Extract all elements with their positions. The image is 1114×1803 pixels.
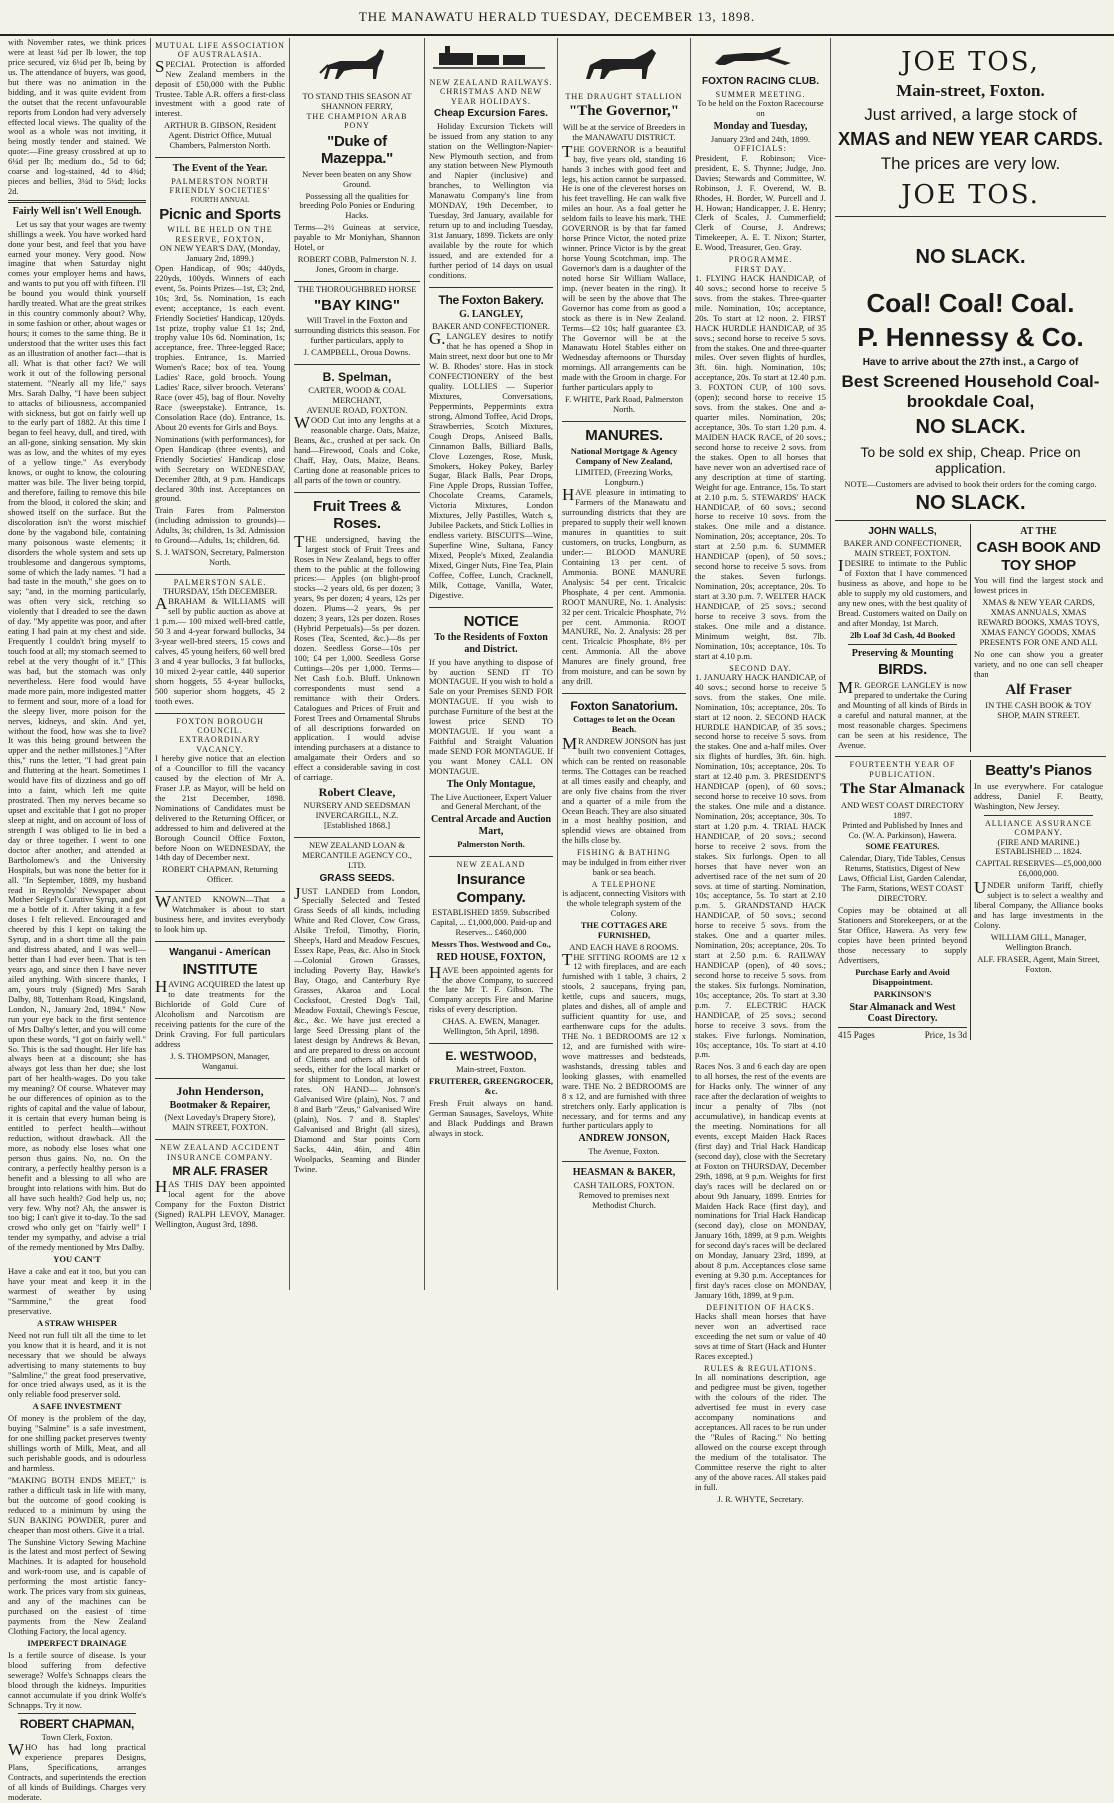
- institute-ad: [155, 942, 285, 1079]
- ad-subhead: TO STAND THIS SEASON AT SHANNON FERRY,: [302, 90, 412, 111]
- section-label: PROGRAMME.: [728, 255, 793, 265]
- ad-headline: JOE TOS.: [901, 180, 1040, 211]
- ad-text: Nominations (with performances), for Open Handicap (three events), and Friendly Societies' Handicap close with Secretary on WEDNESDAY, December 28th, at 9 p.m. Handicaps declared 30th inst. Acceptances on ground.: [155, 433, 285, 504]
- ad-headline: 2lb Loaf 3d Cash, 4d Booked: [850, 629, 955, 640]
- ad-subhead: January 23rd and 24th, 1899.: [710, 133, 811, 144]
- left-subcolumn: [835, 760, 971, 1040]
- column-6: [691, 38, 831, 1504]
- ad-subhead: IN THE CASH BOOK & TOY SHOP, MAIN STREET.: [985, 700, 1092, 721]
- ad-subhead: AVENUE ROAD, FOXTON.: [306, 405, 408, 416]
- ad-text: JUST LANDED from London, Specially Selected and Tested Grass Seeds of all kinds, including White and Red Clover, Cow Grass, Alsike Trefoil, Timothy, Fiorin, Sheep's, Hard and Meadow Fescues, Essex Rape, Peas, &c. Also in Stock—Colonial Grown Grasses, including Poverty Bay, Hawke's Bay, Otago, and Canterbury Rye Grasses, Akaroa and Local Cocksfoot, Crested Dog's Tail, Meadow Foxtail, Chewing's Fescue, &c., &c. We have just erected a large Seed Dressing plant of the latest design by Andrews & Bevan, and are prepared to dress on account of Clients and others all kinds of seeds, either for the local market or for shipment to London, at lowest rates. ON HAND— Johnson's Galvanised Wire (plain), Nos. 7 and 8 and Barb "Zeus," Galvanised Wire (plain), Nos. 7 and 8. Staples' Galvanised and Bright (all sizes), Diamond and Star points Corn Sacks, 44in, 46in, and 48in Woolpacks, Seaming and Binder Twine.: [294, 883, 420, 1174]
- ad-headline: National Mortgage & Agency Company of New Zealand,: [570, 445, 678, 466]
- westwood-ad: [429, 1044, 553, 1145]
- ad-headline: SOME FEATURES.: [865, 841, 940, 852]
- ad-headline: A SAFE INVESTMENT: [32, 1401, 122, 1412]
- divider: [18, 1713, 136, 1714]
- ad-subhead: CHRISTMAS AND NEW YEAR HOLIDAYS.: [440, 87, 542, 106]
- ad-text: Removed to premises next Methodist Church.: [578, 1189, 670, 1210]
- ad-headline: "Duke of Mazeppa.": [321, 132, 393, 168]
- ad-text: Have a cake and eat it too, but you can have your meat and keep it in the warmest of weather by using "Sarmmine," the great food preservative.: [8, 1266, 146, 1316]
- ad-headline: "BAY KING": [314, 296, 400, 314]
- ad-text: HAVING ACQUIRED the latest up to date treatments for the Bichloride of Gold Cure of Alcoholism and Narcotism are receiving patients for the cure of the Drink Craving. For full particulars address: [155, 977, 285, 1049]
- picnic-ad: [155, 158, 285, 575]
- ad-text: Terms—2½ Guineas at service, payable to Mr Moniyhan, Shannon Hotel, or: [294, 222, 420, 253]
- split-section-lower: [835, 757, 1106, 1044]
- column-4: [425, 38, 558, 1290]
- divider: [984, 815, 1093, 816]
- ad-text: If you have anything to dispose of by auction SEND IT TO MONTAGUE. If you wish to hold a Sale on your Premises SEND FOR MONTAGUE. If you wish to purchase Furniture of the best at the lowest price SEND TO MONTAGUE. If you want a Faithful and Straight Valuation made SEND FOR MONTAGUE. If you want Money CALL ON MONTAGUE.: [429, 656, 553, 776]
- ad-signature: J. CAMPBELL, Oroua Downs.: [303, 347, 411, 358]
- column-7: [831, 38, 1110, 1290]
- ad-text: Never been beaten on any Show Ground.: [302, 168, 412, 189]
- ad-headline: Alf Fraser: [1005, 681, 1072, 698]
- ad-headline: Star Almanack and West Coast Directory.: [849, 1001, 956, 1025]
- ad-subhead: THE DRAUGHT STALLION: [565, 91, 683, 101]
- sale-ad: [155, 575, 285, 714]
- ad-text: Have to arrive about the 27th inst., a Cargo of: [862, 356, 1079, 368]
- ad-headline: PARKINSON'S: [873, 988, 932, 999]
- ad-headline: John Henderson,: [176, 1083, 264, 1098]
- ad-text: The prices are very low.: [880, 154, 1061, 174]
- ad-text: (Next Loveday's Drapery Store), MAIN STREET, FOXTON.: [164, 1112, 276, 1133]
- ad-headline: INSTITUTE: [182, 960, 258, 978]
- ad-text: Just arrived, a large stock of: [864, 105, 1077, 125]
- ad-signature: S. J. WATSON, Secretary, Palmerston North.: [155, 547, 285, 568]
- ad-headline: NEW ZEALAND RAILWAYS.: [429, 77, 553, 87]
- ad-subhead: FISHING & BATHING: [577, 848, 671, 858]
- ad-headline: MUTUAL LIFE ASSOCIATION OF AUSTRALASIA.: [155, 41, 285, 60]
- ad-text: THE SITTING ROOMS are 12 x 12 with fireplaces, and are each furnished with 1 table, 3 chairs, 2 stools, 2 saucepans, frying pan, kettle, cups and saucers, mugs, plates and dishes, all of ample and sufficient quantity for use, and earthenware cups for the adults. THE No. 1 BEDROOMS are 12 x 12, and are furnished with wire-wove mattresses and bedsteads, washstands, dressing tables and looking glasses, with enamelled ware. THE No. 2 BEDROOMS are 8 x 12, and are furnished with three stretchers only. Early application is necessary, and for terms and any further particulars apply to: [562, 949, 686, 1131]
- ad-text: SPECIAL Protection is afforded New Zealand members in the deposit of £50,000 with the Public Trustee. Table A.R. offers a first-class investment with a good rate of interest.: [155, 56, 285, 119]
- ad-subhead: BAKER AND CONFECTIONER, MAIN STREET, FOXTON.: [843, 538, 962, 559]
- insurance-ad: [155, 1140, 285, 1235]
- ad-subhead: PALMERSTON NORTH FRIENDLY SOCIETIES': [169, 176, 271, 196]
- ad-text: is adjacent, connecting Visitors with the whole telegraph system of the Colony.: [562, 887, 686, 918]
- ad-signature: ROBERT COBB, Palmerston N. J. Jones, Groom in charge.: [297, 254, 417, 275]
- section-label: DEFINITION OF HACKS.: [706, 1302, 815, 1312]
- ad-headline: BIRDS.: [877, 661, 928, 679]
- ad-headline: Coal! Coal! Coal.: [866, 287, 1075, 318]
- page-count: 415 Pages: [838, 1029, 875, 1040]
- ad-text: WANTED KNOWN—That a Watchmaker is about to start business here, and invites everybody to look him up.: [155, 892, 285, 935]
- ad-subhead: FRUITERER, GREENGROCER, &c.: [429, 1076, 553, 1097]
- ad-text: HAS THIS DAY been appointed local agent for the above Company for the Foxton District (Signed) RALPH LEVOY, Manager. Wellington, August 3rd, 1898.: [155, 1177, 285, 1229]
- manures-ad: [562, 422, 686, 694]
- ad-text: Train Fares from Palmerston (including admission to grounds)—Adults, 3s; children, 1s 3d. Admission to Ground—Adults, 1s; children, 6d.: [155, 505, 285, 546]
- ad-subhead: Will be at the service of Breeders in the MANAWATU DISTRICT.: [562, 121, 686, 142]
- ad-signature: J. R. WHYTE, Secretary.: [717, 1493, 804, 1504]
- ad-headline: Picnic and Sports: [159, 205, 281, 223]
- divider: [8, 200, 146, 203]
- ad-subhead: AND WEST COAST DIRECTORY 1897.: [840, 799, 965, 820]
- ad-signature: J. S. THOMPSON, Manager, Wanganui.: [170, 1050, 270, 1071]
- ad-text: You will find the largest stock and lowest prices in: [974, 575, 1103, 596]
- ad-headline: NO SLACK.: [915, 416, 1026, 439]
- racing-club-ad: [695, 38, 826, 1511]
- joe-tos-ad: [835, 38, 1106, 217]
- ad-subhead: CASH TAILORS, FOXTON.: [573, 1179, 675, 1190]
- watchmaker-ad: [155, 892, 285, 942]
- ad-subhead: SUMMER MEETING.: [715, 89, 806, 99]
- henderson-ad: [155, 1079, 285, 1141]
- ad-subhead: WILL BE HELD ON THE RESERVE, FOXTON,: [167, 225, 273, 244]
- right-subcolumn: [971, 524, 1106, 753]
- ad-text: Copies may be obtained at all Stationers and Storekeepers, or at the Star Office, Hawera. As very few copies have been printed beyond those necessary to supply Advertisers,: [838, 905, 967, 965]
- ad-headline: MR ALF. FRASER: [172, 1163, 268, 1178]
- ad-text: NOTE—Customers are advised to book their orders for the coming cargo.: [844, 479, 1097, 490]
- ad-subhead: Town Clerk, Foxton.: [41, 1732, 113, 1743]
- fruit-trees-ad: [294, 493, 420, 838]
- ad-headline: Monday and Tuesday,: [713, 120, 808, 132]
- ad-subhead: ON NEW YEAR'S DAY, (Monday, January 2nd, 1899.): [159, 243, 281, 263]
- ad-text: HAVE been appointed agents for the above Company, to succeed the late Mr T. F. Gibson. The Company accepts Fire and Marine risks of every description.: [429, 962, 553, 1015]
- ad-signature: CHAS. A. EWEN, Manager. Wellington, 5th April, 1898.: [442, 1016, 540, 1037]
- ad-subhead: THE THOROUGHBRED HORSE: [297, 284, 417, 294]
- ad-subhead: FOURTH ANNUAL: [190, 195, 250, 204]
- ad-text: Will Travel in the Foxton and surrounding districts this season. For further particulars, apply to: [294, 315, 420, 346]
- ad-headline: "The Governor,": [568, 103, 680, 120]
- ad-text: THE GOVERNOR is a beautiful bay, five years old, standing 16 hands 3 inches with good feet and legs, his action cannot be surpassed. He is one of the cleverest horses on his feet travelling. He can walk five miles an hour. As a foal getter he seldom fails to leave his mark. THE GOVERNOR is by that far famed horse Prince Victor, the noted prize winner. Prince Victor is by the great horse Young Scotchman, imp. The Governor's dam is a daughter of the noted horse Sir William Wallace, imp. (never beaten in the ring). It will be seen by the above that The Governor has come from as good a stock as there is in New Zealand. Terms—£2 10s; half guarantee £3. The Governor will be at the Manawatu Hotel Stables either on Wednesday afternoons or Thursday mornings. All arrangements can be made with the Groom in charge. For further particulars apply to: [562, 141, 686, 393]
- ad-headline: JOE TOS,: [901, 47, 1040, 77]
- left-subcolumn: [835, 524, 971, 753]
- article-body: Let us say that your wages are twenty shillings a week. You have worked hard done your best, and feel that you have earned your money. Very good. Now imagine that when Saturday night comes your employer hems and haws, and wants to put you off with fifteen. I'll be bound you would think yourself hardly treated. What are the great strikes in this country commonly about? Why, in some fashion or other, about wages or hours; it comes to the same thing. Be it understood that the writer uses this fact as an illustration of another fact—that is all. What is that other fact? We will work it out of the following personal statement. "Nearly all my life," says Mrs. Sarah Dalby, "I have been subject to attacks of biliousness, accompanied with sickness, but got on fairly well up to the early part of 1882. At this time I began to feel heavy, dull, and tired, with an all-gone, sinking sensation. My skin was as low, and the whites of my eyes of a yellow tinge." As everybody knows, or ought to know, the colouring matter was bile. The liver being torpid, and therefore, failing to remove this bile from the blood, it colored the skin; and showed itself on the surface. But the discoloration isn't the worst mischief done by the vagabond bile, containing many poisonous waste elements; it disorders the whole system and sets up troublesome and dangerous symptoms, some of which the lady names. "I had a bad taste in the mouth," she goes on to say; "and, in the morning particularly, was often very sick, retching so violently that I dreaded to see the dawn of day. "My appetite was poor, and after eating I had pain at my chest and side. Frequently I couldn't bring myself to touch food at all; my stomach seemed to rebel at the very thought of it." [This was bad, but the stomach was only nevertheless. Here food would have made more pain, more indigested matter to ferment and sour, more of a load for the sleepy liver, more poison for the nerves, kidneys, and skin. And yet, without the food, how was she to live? It was this being ground between the upper and the nether millstones.] "After this," runs the letter, "I had great pain and fluttering at the heart. Sometimes I would have fits of dizziness and go off into a faint, which left me quite prostrated. Then my nerves became so upset and excitable that I got no proper sleep at night, and on account of loss of strength I was obliged to lie in bed a day or three together. I went to one doctor after another, and attended at Bartholomew's and the University Hospitals, but was none the better for it all. "In September, 1889, my husband read in Reynolds' Newspaper about Mother Seigel's Curative Syrup, and got me a bottle of it. After taking it a few doses I felt relieved. Encouraged and cheered by this I kept on taking the Syrup, and in a short time all the pain and distress abated, and I was well—better than I had ever been. That is ten years ago, and since then I have never ailed anything. With sincere thanks, I am, yours truly (Signed) Mrs Sarah Dalby, 88, Tottenham Road, Kingsland, London, N., January 2nd, 1894." Now run your eye back to the first sentence of Mrs Dalby's letter, and you will come upon these words, "I got on fairly well." So. This is the sad thought. Her life has always been at a discount; she has always got less than her due; she lost part of her health-wages. Do you take my meaning? Of course. Whatever may be our differences of opinion as to the rights of capital and the value of labour, it is certain that every human being is entitled to perfect health—without reduction, without drawback. All the more, as nobody else loses what one person thus gains. No, no. On the contrary, a perfectly healthy person is a benefit and a blessing to all who are brought into relations with him. But do all have such health? God help us, no; very few. Why not? Ah, the answer is too big; I can't give it to-day. To the sad crowd who only get on "fairly well" I tender my sympathy, and advise a trial of the remedy mentioned by Mrs Dalby.: [8, 218, 146, 1253]
- split-section: [835, 521, 1106, 758]
- ad-headline: FOXTON BOROUGH COUNCIL.: [176, 716, 264, 735]
- ad-headline: FOXTON RACING CLUB.: [701, 75, 820, 87]
- ad-headline: HEASMAN & BAKER,: [572, 1167, 676, 1179]
- ad-subhead: CARTER, WOOD & COAL MERCHANT,: [308, 385, 406, 406]
- ad-headline: NO SLACK.: [915, 246, 1026, 269]
- wool-report: with November rates, we think prices were at least ¼d per lb lower, the top price secured, viz 6¼d per lb, being by us. The attendance of buyers, was good, but there was no animation in the bidding, and it was quite evident from the outset that the recent unfavourable reports from London had very adversely effected local views. The quality of the wool as a whole was not inviting, it being mostly tender and stained. We quote:—Fine greasy crossbred at up to 6¼d per lb; medium do., 5d to 6d; coarse and log-stained, 4d to 4¾d; pieces and bellies, 3¼d to 5¼d; locks 2d.: [8, 37, 146, 197]
- ad-signature: ROBERT CHAPMAN, Returning Officer.: [162, 864, 278, 885]
- ad-text: In use everywhere. For catalogue address, Daniel F. Beatty, Washington, New Jersey.: [974, 781, 1103, 811]
- ad-headline: P. Hennessy & Co.: [857, 322, 1084, 353]
- racehorse-illustration: [695, 43, 815, 69]
- ad-text: G.LANGLEY desires to notify that he has opened a Shop in Main street, next door but one to Mr W. B. Rhodes' store. Has in stock CONFECTIONERY of the best quality. LOLLIES — Superior Mixtures, Conversations, Peppermints, Peppermints extra strong, Almond Toffee, Acid Drops, Strawberries, Scotch Mixtures, Cough Drops, Aniseed Balls, Cinnamon Balls, Billiard Balls, Clove Lozenges, Rose, Musk, Smokers, Hokey Pokey, Barley Sugar, Black Balls, Pear Drops, Fine Apple Drops, Russian Toffee, Chocolate Creams, Caramels, Victoria Mixtures, London Mixtures, Jelly Pastilles, Watch s, Jubilee Packets, and Stick Lollies in endless variety. BISCUITS—Wine, Superfine Wine, Sultana, Fancy Mixed, People's Mixed, Zealandia Mixed, Ginger Nuts, Fine Tea, Plain Coffee, Coffee, Lunch, Cracknell, Milk, Cottage, Vanilla, Water, Digestive.: [429, 329, 553, 600]
- ad-text: "MAKING BOTH ENDS MEET," is rather a difficult task in life with many, but the outcome of good cooking is reduced to a minimum by using the SUN BAKING POWDER, purer and cheaper than most others. Give it a trial.: [8, 1474, 146, 1535]
- horse-illustration: [294, 43, 414, 87]
- almanack-footer: [838, 1027, 967, 1041]
- ad-headline: PALMERSTON SALE.: [173, 578, 267, 588]
- ad-subhead: FOURTEENTH YEAR OF PUBLICATION.: [849, 760, 956, 779]
- ad-text: To be sold ex ship, Cheap. Price on application.: [860, 443, 1081, 476]
- ad-text: Fresh Fruit always on hand. German Sausages, Saveloys, White and Black Puddings and Brawn always in stock.: [429, 1098, 553, 1138]
- right-subcolumn: [971, 760, 1106, 1040]
- ad-subhead: Palmerston North.: [457, 838, 525, 849]
- ad-text: The Live Auctioneer, Expert Valuer and General Merchant, of the: [430, 791, 552, 812]
- ad-headline: RED HOUSE, FOXTON,: [436, 951, 546, 963]
- ad-text: WHO has had long practical experience prepares Designs, Plans, Specifications, arranges Contracts, and superintends the erection of all kinds of Buildings. Charges very moderate.: [8, 1740, 146, 1803]
- ad-text: IDESIRE to intimate to the Public of Foxton that I have commenced business as above, and hope to be able to supply my old customers, and any new ones, with the best quality of Bread. Customers waited on Daily on and after Monday, 1st March.: [838, 556, 967, 628]
- ad-headline: Cheap Excursion Fares.: [434, 108, 548, 120]
- ad-subhead: THE CHAMPION ARAB PONY: [306, 111, 408, 131]
- columns: [4, 37, 1110, 1803]
- ad-headline: The Foxton Bakery.: [438, 292, 544, 307]
- ad-text: Hacks shall mean horses that have never won an advertised race exceeding the net sum or value of 40 sovs at time of Start (Hack and Hunter Races excepted.): [695, 1311, 827, 1362]
- section-label: OFFICIALS:: [734, 144, 787, 154]
- ad-text: UNDER uniform Tariff, chiefly subject is to select a wealthy and liberal Company, the Alliance books and has large investments in the Colony.: [974, 878, 1103, 931]
- ad-headline: A STRAW WHISPER: [37, 1317, 117, 1328]
- ad-text: Is a fertile source of disease. Is your blood suffering from defective sewerage? Wolfe's Schnapps clears the blood through the kidneys. Impurities cannot accumulate if you drink Wolfe's Schnapps. Try it now.: [8, 1649, 146, 1710]
- ad-text: XMAS & NEW YEAR CARDS, XMAS ANNUALS, XMAS REWARD BOOKS, XMAS TOYS, XMAS FANCY GOODS, XMAS PRESENTS FOR ONE AND ALL: [977, 597, 1100, 647]
- ad-text: 1. JANUARY HACK HANDICAP, of 40 sovs.; second horse to receive 5 sovs. from the stakes. One mile. Nomination, 10s; acceptance, 20s. To start at 12 noon. 2. SECOND HACK HURDLE HANDICAP, of 35 sovs.; second horse to receive 5 sovs. from the stakes. One and a-half miles. Over six flights of hurdles, 3ft. 6in. high. Nomination, 10s; acceptance, 20s. To start at 12.40 p.m. 3. PRESIDENT'S HANDICAP (open), of 60 sovs.; second horse to receive 10 sovs. from the stakes. One mile and a distance. Nomination, 20s; acceptance, 30s. To start at 1.20 p.m. 4. TRIAL HACK HANDICAP, of 20 sovs.; second horse to receive 2 sovs. from the stakes. Six furlongs. Open to all horses that have never won an advertised race of the net sum of 20 sovs. at time of starting. Nomination, 10s; acceptance, 5s. To start at 2.10 p.m. 5. GRANDSTAND HACK HANDICAP, of 50 sovs.; second horse to receive 5 sovs. from the stakes. One and a quarter miles. Nomination, 20s; acceptance, 20s. To start at 2.50 p.m. 6. RAILWAY HANDICAP (open), of 40 sovs.; second horse to receive 5 sovs. from the stakes. Six furlongs. Nomination, 10s; acceptance, 20s. To start at 3.30 p.m. 7. ELECTRIC HACK HANDICAP, of 25 sovs.; second horse to receive 3 sovs. from the stakes. Five furlongs. Nomination, 10s; acceptance, 10s. To start at 4.10 p.m.: [695, 671, 826, 1060]
- ad-text: I hereby give notice that an election of a Councillor to fill the vacancy caused by the election of Mr A. Fraser J.P. as Mayor, will be held on the 21st December, 1898. Nominations of Candidates must be delivered to the Returning Officer, or addressed to him and delivered at the Borough Council Office Foxton, before Noon on WEDNESDAY, the 14th day of December next.: [155, 753, 285, 863]
- ad-text: Of money is the problem of the day, buying "Salmine" is a safe investment, for one shilling packet preserves twenty shillings worth of Milk, Meat, and all such perishable goods, and is odourless and harmless.: [8, 1413, 146, 1473]
- railways-ad: [429, 38, 553, 288]
- ad-subhead: NURSERY AND SEEDSMAN INVERCARGILL, N.Z. [Established 1868.]: [303, 800, 411, 831]
- ad-text: MR ANDREW JONSON has just built two convenient Cottages, which can be rented on reasonable terms. The Cottages can be reached at all times easily and cheaply, and are only five chains from the river and a quarter of a mile from the Ocean Beach. They are also situated in a most healthy position, and splendid views are obtained from the hills close by.: [562, 733, 686, 846]
- ad-headline: Fruit Trees & Roses.: [313, 497, 401, 533]
- ad-headline: THE COTTAGES ARE FURNISHED,: [580, 919, 668, 940]
- ad-subhead: BAKER AND CONFECTIONER.: [432, 321, 550, 332]
- ad-subhead: LIMITED, (Freezing Works, Longburn.): [575, 467, 673, 488]
- ad-headline: IMPERFECT DRAINAGE: [27, 1637, 127, 1648]
- ad-signature: F. WHITE, Park Road, Palmerston North.: [565, 394, 683, 415]
- ad-text: CAPITAL RESERVES—£5,000,000 £6,000,000.: [975, 858, 1102, 879]
- ad-text: Races Nos. 3 and 6 each day are open to all horses, the rest of the events are for Hacks only. The winner of any race after the declaration of weights to incur a penalty of 7lbs (not accumulative), in handicap events at the meeting. Nominations for all events, except Maiden Hack Races (first day) and Trial Hack Handicap (second day), close with the Secretary at Foxton on THURSDAY, December 29th, 1898, at 9 p.m. Weights for first day's races will be declared on or about 9th January, 1899. Entries for Maiden Hack Race (first day), and nominations for Trial Hack Handicap (second day), close on MONDAY, January 16th, 1899, at 9 p.m. Weights for second day's races will be declared on Monday, January 23rd, 1899, at about 8 p.m. Acceptances close same evening at 9.30 p.m. Acceptances for first day's races close on MONDAY, January 16th, 1899, at 9 p.m.: [695, 1061, 826, 1300]
- ad-headline: The Star Almanack: [840, 781, 965, 798]
- ad-text: Need not run full tilt all the time to let you know that it is heard, and it is not necessary that we should be always advertising to many statements to buy "Salmline," the great food preservative, for once tried always used, as it is the only reliable food preserver sold.: [8, 1329, 146, 1400]
- ad-headline: JOHN WALLS,: [868, 525, 937, 537]
- ad-text: may be indulged in from either river bank or sea beach.: [562, 856, 686, 877]
- ad-headline: Beatty's Pianos: [985, 762, 1092, 780]
- ad-text: THE undersigned, having the largest stock of Fruit Trees and Roses in New Zealand, begs to offer them to the public at the following prices:— Apples (on blight-proof stocks—2 years old, 6s per dozen; 3 years, 9s per dozen; 4 years, 12s per dozen. Plums—2 years, 9s per dozen; 3 years, 12s per dozen. Roses (Hybrid Perpetuals)—5s per dozen. Roses (Tea, Scented, &c.)—8s per dozen. Seedless Gorse—10s per 100; £4 per 1,000. Seedless Gorse Cuttings—20s per 1,000. Terms—Net Cash f.o.b. Bluff. Unknown correspondents must send a remittance with their Orders. Catalogues and Prices of Fruit and Forest Trees and Ornamental Shrubs of all descriptions forwarded on application. I would advise intending purchasers at a distance to amalgamate their Orders and so effect a considerable saving in cost of carriage.: [294, 531, 420, 783]
- ad-text: Open Handicap, of 90s; 440yds, 220yds, 100yds. Winners of each event, 5s. Points Prizes—1st, £3; 2nd, 10s; 3rd, 5s. Nomination, 1s each event; acceptance, 1s each event. Friendly Societies' Handicap, 120yds. 1st prize, trophy value £1 1s; 2nd, trophy value 10s 6d. Nomination, 1s; acceptance, free. Three-legged Race; trophies. Entrance, 1s. Married Women's Race; box of tea. Young Ladies' Race, gold brooch. Young Ladies' Race, silver brooch. Veterans' Race (over 45), bag of flour. Novelty Race (sweepstake). Entrance, 1s. Consolation Race (do). Entrance, 1s. About 20 events for Girls and Boys.: [155, 262, 285, 432]
- ad-headline: Robert Cleave,: [318, 785, 396, 800]
- price: Price, 1s 3d: [924, 1029, 967, 1040]
- ad-subhead: A TELEPHONE: [591, 879, 657, 889]
- section-label: FIRST DAY.: [734, 264, 787, 274]
- ad-subhead: NEW ZEALAND: [456, 859, 526, 869]
- ad-subhead: To the Residents of Foxton and District.: [434, 632, 548, 655]
- ad-text: ABRAHAM & WILLIAMS will sell by public auction as above at 1 p.m.— 100 mixed well-bred cattle, 50 3 and 4-year forward bullocks, 34 3-year well-bred steers, 15 cows and calves, 45 young heifers, 60 well bred 3 and 4 year bullocks, 3 fat bullocks, 10 mixed 2-year cattle, 440 superior shorn hoggets, 55 4-year bullocks, 500 superior shorn hoggets, 45 2 tooth ewes.: [155, 594, 285, 706]
- nz-insurance-ad: [429, 857, 553, 1044]
- ad-signature: WILLIAM GILL, Manager, Wellington Branch.: [990, 931, 1087, 952]
- ad-text: In all nominations description, age and pedigree must be given, together with the colours of the rider. The advertised fee must in every case accompany nominations and acceptances. All races to be run under the "Rules of Racing." No betting allowed on the course except through the medium of the totalisator. The Committee reserve the right to alter any of the above races. All stakes paid in full.: [695, 1372, 826, 1492]
- masthead: THE MANAWATU HERALD TUESDAY, DECEMBER 13, 1898.: [0, 0, 1114, 36]
- ad-text: MR. GEORGE LANGLEY is now prepared to undertake the Curing and Mounting of all kinds of Birds in a careful and natural manner, at the most reasonable charges. Specimens can be seen at his residence, The Avenue.: [838, 677, 967, 750]
- coal-ad: [835, 217, 1106, 520]
- ad-signature: ARTHUR B. GIBSON, Resident Agent. District Office, Mutual Chambers, Palmerston North.: [163, 120, 277, 151]
- ad-headline: ALLIANCE ASSURANCE COMPANY.: [984, 818, 1093, 838]
- ad-headline: YOU CAN'T: [53, 1254, 101, 1265]
- ad-headline: Purchase Early and Avoid Disappointment.: [855, 966, 950, 987]
- bay-king-ad: [294, 282, 420, 365]
- ad-text: ESTABLISHED 1859. Subscribed Capital, ... £1,000,000. Paid-up and Reserves... £460,000: [430, 907, 552, 938]
- ad-text: 1. FLYING HACK HANDICAP, of 40 sovs.; second horse to receive 5 sovs. from the stakes. Three-quarter mile. Nomination, 10s; acceptance, 20s. To start at 12 noon. 2. FIRST HACK HURDLE HANDICAP, of 35 sovs.; second horse to receive 5 sovs. from the stakes. One and three-quarter miles. Over seven flights of hurdles, 3ft. 6in. high. Nomination, 10s; acceptance, 20s. To start at 12.40 p.m. 3. FOXTON CUP, of 100 sovs. (open); second horse to receive 15 sovs. from the stakes. One and a-quarter miles. Nomination, 20s; acceptance, 30s. To start 1.20 p.m. 4. MAIDEN HACK RACE, of 20 sovs.; second horse to receive 2 sovs. from the stakes. Open to all horses that have never won an advertised race of any description at time of starting. Weight for age. Entrance, 15s. To start at 2.10 p.m. 5. STEWARDS' HACK HANDICAP, of 60 sovs.; second horse to receive 10 sovs. from the stakes. One mile and a distance. Nomination, 20s; acceptance, 20s. To start at 2.50 p.m. 6. SUMMER HANDICAP (open), of 50 sovs.; second horse to receive 5 sovs. from the stakes. Seven furlongs. Nomination, 20s; acceptance, 20s. To start at 3.30 p.m. 7. WELTER HACK HANDICAP, of 25 sovs.; second horse to receive 3 sovs. from the stakes. One mile and a distance. Minimum weight, 8st. 7lb. Nomination, 10s; acceptance, 10s. To start at 4.10 p.m.: [695, 272, 826, 661]
- section-label: RULES & REGULATIONS.: [704, 1363, 817, 1373]
- ad-headline: Foxton Sanatorium.: [570, 699, 678, 714]
- ad-text: Holiday Excursion Tickets will be issued from any station to any station on the Wellington-Napier-New Plymouth section, and from any station between New Plymouth and Napier (inclusive) and branches, to Wellington via Manawatu Company's line from MONDAY, 19th December, to Tuesday, 3rd January, available for return up to and including Tuesday, 31st January, 1899. Tickets are only available by the route for which issued, and are extended for a further period of 14 days on usual conditions.: [429, 120, 553, 280]
- ad-headline: The Only Montague,: [446, 778, 536, 790]
- ad-headline: B. Spelman,: [322, 370, 392, 385]
- ad-headline: Central Arcade and Auction Mart,: [430, 814, 552, 838]
- article-headline: Fairly Well isn't Well Enough.: [12, 206, 142, 217]
- ad-text: ESTABLISHED ... 1824.: [995, 846, 1082, 857]
- ad-subhead: Main-street, Foxton.: [456, 1064, 526, 1075]
- ad-headline: Best Screened Household Coal-brookdale Coal,: [841, 372, 1100, 412]
- draught-horse-illustration: [562, 43, 682, 87]
- ad-text: Printed and Published by Innes and Co. (W. A. Parkinson), Hawera.: [842, 819, 963, 840]
- ad-headline: MANURES.: [585, 427, 663, 445]
- column-2: [151, 38, 290, 1290]
- ad-headline: CASH BOOK AND TOY SHOP: [976, 539, 1101, 574]
- ad-text: Calendar, Diary, Tide Tables, Census Returns, Statistics, Digest of New Laws, Official List, Garden Calendar, The Farm, Stations, WEST COAST DIRECTORY.: [838, 853, 967, 904]
- council-ad: [155, 714, 285, 893]
- ad-headline: NEW ZEALAND ACCIDENT INSURANCE COMPANY.: [160, 1143, 280, 1162]
- ad-headline: GRASS SEEDS.: [319, 872, 395, 884]
- ad-text: HAVE pleasure in intimating to Farmers of the Manawatu and surrounding districts that they are prepared to supply their well known manures in quantities to suit customers, on trucks, Longburn, as under:— BLOOD MANURE Containing 13 per cent. of Ammonia. BONE MANURE Analysis: 54 per cent. Tricalcic Phosphate, 4 per cent. Ammonia. ROOT MANURE, No. 1. Analysis: 32 per cent. Tricalcic Phosphate, 7½ per cent. Ammonia. ROOT MANURE, No. 2. Analysis: 28 per cent. Tricalcic Phosphate, 8½ per cent. Ammonia. All the above Manures are finely ground, free from moisture, and can be sown by any drill.: [562, 485, 686, 687]
- ad-subhead: NEW ZEALAND LOAN & MERCANTILE AGENCY CO., LTD.: [302, 840, 412, 870]
- bakery-ad: [429, 288, 553, 608]
- ad-headline: Insurance Company.: [456, 871, 526, 906]
- ad-subhead: To be held on the Foxton Racecourse on: [697, 97, 824, 118]
- column-5: [558, 38, 691, 1290]
- ad-text: The Sunshine Victory Sewing Machine is the latest and most perfect of Sewing Machines. It is adapted for household and work-room use, and is capable of performing the most artistic fancy-work. The prices vary from six guineas, and any of the machines can be purchased on the easiest of time payments from the New Zealand Clothing Factory, the local agency.: [8, 1536, 146, 1636]
- ad-signature: ALF. FRASER, Agent, Main Street, Foxton.: [977, 953, 1100, 974]
- ad-subhead: Bootmaker & Repairer,: [169, 1099, 271, 1111]
- ad-subhead: EXTRAORDINARY VACANCY.: [179, 735, 261, 754]
- ad-headline: Preserving & Mounting: [851, 647, 954, 659]
- ad-subhead: THURSDAY, 15th DECEMBER.: [162, 586, 278, 597]
- ad-headline: The Event of the Year.: [172, 163, 268, 175]
- ad-subhead: Cottages to let on the Ocean Beach.: [573, 714, 675, 735]
- ad-subhead: (FIRE AND MARINE.): [997, 836, 1080, 847]
- ad-text: No one can show you a greater variety, and no one can sell cheaper than: [974, 648, 1103, 679]
- grass-seeds-ad: [294, 838, 420, 1181]
- section-label: SECOND DAY.: [729, 663, 792, 673]
- ad-subhead: Main-street, Foxton.: [896, 81, 1045, 101]
- ad-headline: E. WESTWOOD,: [445, 1049, 537, 1064]
- ad-subhead: AND EACH HAVE 8 ROOMS.: [569, 941, 679, 952]
- column-1: [4, 37, 151, 1803]
- divider: [848, 644, 957, 645]
- ad-headline: NOTICE: [463, 612, 519, 630]
- train-illustration: [429, 43, 549, 73]
- ad-headline: ANDREW JONSON,: [578, 1133, 670, 1145]
- montague-ad: [429, 608, 553, 857]
- ad-headline: ROBERT CHAPMAN,: [19, 1717, 135, 1732]
- mutual-life-ad: [155, 38, 285, 158]
- ad-subhead: The Avenue, Foxton.: [588, 1146, 660, 1157]
- ad-text: President, F. Robinson; Vice-president, E. S. Thynne; Judge, Jno. Davies; Stewards and Committee, W. Robinson, J. F. Overend, W. B. Rhodes, H. Border, W. Purcell and J. H. Howan; Handicapper, J. E. Henry; Clerk of Scales, J. Cummerfield; Clerk of Course, J. Andrews; Timekeeper, A. E. T. Nixon; Starter, E. Wood, Treasurer, Geo. Gray.: [695, 152, 826, 253]
- ad-headline: Messrs Thos. Westwood and Co.,: [431, 938, 551, 949]
- spelman-ad: [294, 365, 420, 492]
- ad-headline: Wanganui - American: [169, 947, 271, 958]
- ad-headline: NO SLACK.: [915, 492, 1026, 515]
- tailors-ad: [562, 1162, 686, 1217]
- ad-subhead: AT THE: [1020, 525, 1057, 537]
- ad-headline: G. LANGLEY,: [459, 308, 523, 320]
- ad-headline: XMAS and NEW YEAR CARDS.: [838, 129, 1103, 150]
- governor-ad: [562, 38, 686, 422]
- ad-text: WOOD Cut into any lengths at a reasonable charge. Oats, Maize, Beans, &c., crushed at per sack. On hand—Firewood, Coals and Coke, Chaff, Hay, Oats, Maize, Beans. Carting done at reasonable prices to all parts of the town or country.: [294, 413, 420, 485]
- mazeppa-ad: [294, 38, 420, 282]
- column-3: [290, 38, 425, 1290]
- sanatorium-ad: [562, 694, 686, 1162]
- ad-text: Possessing all the qualities for breeding Polo Ponies or Enduring Hacks.: [299, 190, 415, 221]
